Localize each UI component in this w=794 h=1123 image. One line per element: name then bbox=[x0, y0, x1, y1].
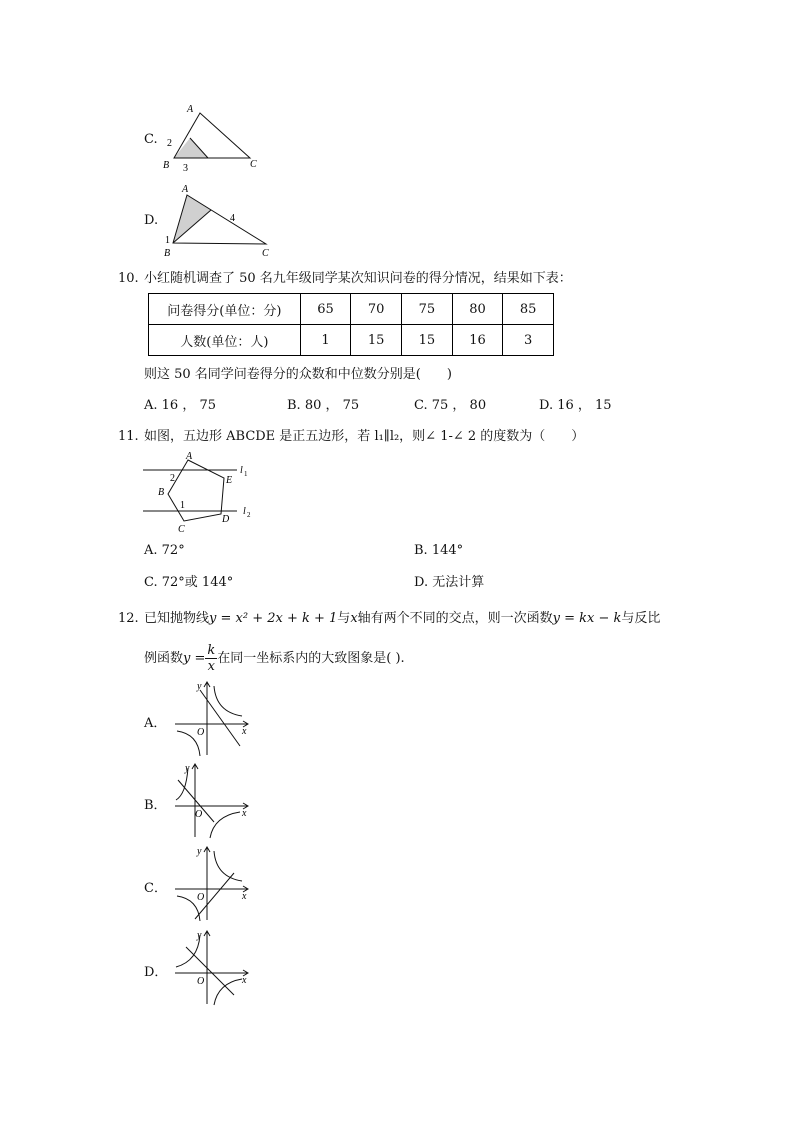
y-label: y bbox=[197, 681, 202, 692]
score-table bbox=[148, 293, 554, 356]
q10-question: 则这 50 名同学问卷得分的众数和中位数分别是( ) bbox=[144, 367, 452, 382]
x-label: x bbox=[242, 808, 247, 819]
q9-figure-d bbox=[160, 180, 275, 260]
inverse-function-fraction bbox=[205, 643, 217, 674]
angle-1-label: 1 bbox=[180, 500, 185, 511]
q12-stem-part2: 与 bbox=[337, 611, 351, 626]
q12-option-b-label[interactable]: B． bbox=[144, 798, 167, 813]
origin-label: O bbox=[197, 976, 205, 987]
x-label: x bbox=[242, 726, 247, 737]
table-cell: 85 bbox=[503, 294, 554, 325]
q12-graph-b bbox=[170, 760, 255, 840]
q10-option-b[interactable]: B. 80 ， 75 bbox=[287, 398, 360, 413]
hyperbola-branch-q4 bbox=[214, 979, 242, 1005]
x-axis-variable: x bbox=[350, 611, 358, 626]
q10-option-c[interactable]: C. 75 ， 80 bbox=[414, 398, 487, 413]
table-row bbox=[149, 325, 554, 356]
side-label-2: 2 bbox=[167, 138, 172, 149]
x-label: x bbox=[242, 891, 247, 902]
shaded-triangle bbox=[174, 138, 208, 158]
parabola-expression: y = x² + 2x + k + 1 bbox=[209, 611, 338, 626]
q12-option-a-label[interactable]: A． bbox=[144, 716, 167, 731]
linear-function-expression: y = kx − k bbox=[552, 611, 622, 626]
l1-subscript: 1 bbox=[244, 470, 248, 478]
vertex-a: A bbox=[186, 451, 193, 462]
vertex-c: C bbox=[262, 248, 269, 259]
table-cell: 80 bbox=[452, 294, 503, 325]
table-header-cell: 问卷得分(单位：分) bbox=[149, 294, 301, 325]
table-cell: 1 bbox=[300, 325, 351, 356]
q11-option-c[interactable]: C. 72°或 144° bbox=[144, 575, 234, 590]
q9-figure-c bbox=[160, 100, 270, 175]
q10-option-a[interactable]: A. 16 ， 75 bbox=[144, 398, 217, 413]
q11-stem: 如图，五边形 ABCDE 是正五边形，若 l₁∥l₂，则∠ 1-∠ 2 的度数为（ ） bbox=[144, 429, 585, 444]
fraction-denominator: x bbox=[207, 659, 215, 674]
q12-graph-c bbox=[170, 843, 255, 923]
vertex-d: D bbox=[222, 514, 230, 525]
table-row bbox=[149, 294, 554, 325]
y-label: y bbox=[185, 763, 190, 774]
q9-option-c-label[interactable]: C. bbox=[144, 132, 158, 147]
side-label-4: 4 bbox=[230, 213, 235, 224]
x-label: x bbox=[242, 975, 247, 986]
q12-line2-part2: 在同一坐标系内的大致图象是( ). bbox=[217, 651, 405, 666]
q12-stem-line1 bbox=[144, 611, 660, 627]
side-label-3: 3 bbox=[183, 163, 188, 174]
q12-stem-line2 bbox=[144, 643, 405, 674]
q12-stem-part4: 与反比 bbox=[621, 611, 661, 626]
linear-graph bbox=[200, 690, 240, 746]
q11-option-a[interactable]: A. 72° bbox=[144, 543, 185, 558]
origin-label: O bbox=[197, 892, 205, 903]
table-cell: 65 bbox=[300, 294, 351, 325]
table-cell: 16 bbox=[452, 325, 503, 356]
hyperbola-branch-q4 bbox=[210, 812, 240, 838]
q10-stem: 小红随机调查了 50 名九年级同学某次知识问卷的得分情况，结果如下表： bbox=[144, 271, 572, 286]
table-cell: 75 bbox=[402, 294, 453, 325]
vertex-b: B bbox=[164, 248, 171, 259]
table-cell: 15 bbox=[402, 325, 453, 356]
inverse-function-lhs: y = bbox=[183, 651, 206, 666]
y-label: y bbox=[197, 846, 202, 857]
vertex-e: E bbox=[226, 475, 233, 486]
l1-label: l bbox=[240, 465, 243, 476]
shaded-triangle bbox=[173, 195, 211, 243]
pentagon-abcde bbox=[168, 460, 224, 521]
pentagon-figure bbox=[140, 450, 265, 535]
q12-line2-part1: 例函数 bbox=[144, 651, 184, 666]
q11-option-b[interactable]: B. 144° bbox=[414, 543, 464, 558]
origin-label: O bbox=[195, 809, 203, 820]
hyperbola-branch-q1 bbox=[214, 851, 242, 881]
q12-stem-part3: 轴有两个不同的交点，则一次函数 bbox=[357, 611, 553, 626]
table-header-cell: 人数(单位：人) bbox=[149, 325, 301, 356]
table-cell: 3 bbox=[503, 325, 554, 356]
l2-subscript: 2 bbox=[247, 511, 251, 519]
side-label-1: 1 bbox=[165, 235, 170, 246]
l2-label: l bbox=[243, 506, 246, 517]
vertex-a: A bbox=[182, 184, 189, 195]
vertex-b: B bbox=[158, 487, 165, 498]
q10-option-d[interactable]: D. 16 ， 15 bbox=[539, 398, 612, 413]
vertex-c: C bbox=[178, 524, 185, 535]
q12-graph-a bbox=[170, 678, 255, 758]
q12-stem-part1: 已知抛物线 bbox=[144, 611, 210, 626]
table-cell: 70 bbox=[351, 294, 402, 325]
q12-number: 12. bbox=[118, 611, 139, 626]
fraction-numerator: k bbox=[207, 643, 216, 658]
q11-option-d[interactable]: D. 无法计算 bbox=[414, 575, 485, 590]
hyperbola-branch-q1 bbox=[214, 686, 242, 716]
q12-graph-d bbox=[170, 927, 255, 1007]
q11-number: 11. bbox=[118, 429, 139, 444]
origin-label: O bbox=[197, 727, 205, 738]
y-label: y bbox=[197, 930, 202, 941]
vertex-a: A bbox=[187, 104, 194, 115]
table-cell: 15 bbox=[351, 325, 402, 356]
linear-graph bbox=[186, 947, 234, 995]
q9-option-d-label[interactable]: D. bbox=[144, 213, 159, 228]
vertex-b: B bbox=[163, 160, 170, 171]
q12-option-c-label[interactable]: C． bbox=[144, 881, 167, 896]
angle-2-label: 2 bbox=[170, 473, 175, 484]
q10-number: 10. bbox=[118, 271, 139, 286]
vertex-c: C bbox=[250, 159, 257, 170]
q12-option-d-label[interactable]: D． bbox=[144, 965, 168, 980]
